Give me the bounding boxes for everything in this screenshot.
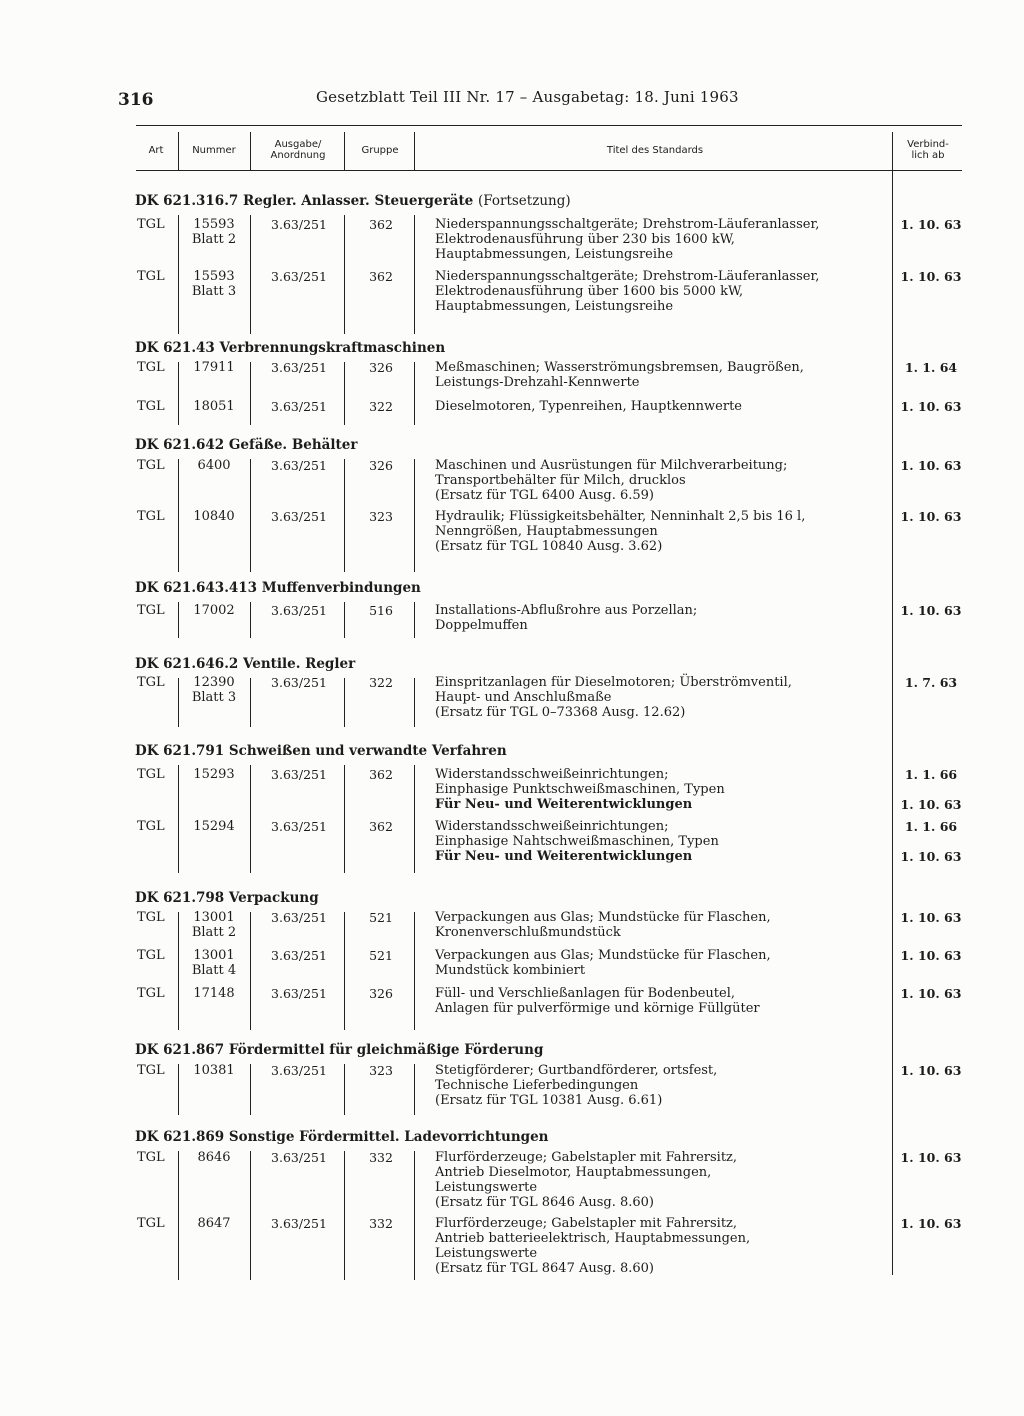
- art-cell: TGL: [137, 1216, 165, 1231]
- header-rule-top: [136, 125, 962, 126]
- col-gruppe: Gruppe: [361, 144, 399, 156]
- date-line: 1. 1. 64: [904, 360, 958, 375]
- section-heading: [135, 437, 357, 453]
- ausgabe-cell: 3.63/251: [271, 910, 327, 925]
- title-cell: [435, 603, 885, 633]
- section-heading-text: DK 621.642 Gefäße. Behälter: [135, 437, 358, 453]
- title-line: Stetigförderer; Gurtbandförderer, ortsfest,: [435, 1063, 718, 1078]
- date-line: 1. 1. 66: [904, 767, 958, 782]
- title-cell: [435, 399, 885, 414]
- title-line: Niederspannungsschaltgeräte; Drehstrom-Läuferanlasser,: [435, 269, 820, 284]
- date-cell: [896, 1150, 966, 1165]
- column-divider: [250, 765, 251, 873]
- date-cell: [896, 360, 966, 375]
- gruppe-cell: 332: [369, 1216, 393, 1231]
- section-heading-text: DK 621.869 Sonstige Fördermittel. Ladevorrichtungen: [135, 1129, 549, 1145]
- title-line: Technische Lieferbedingungen: [435, 1078, 639, 1093]
- date-cell: [896, 603, 966, 618]
- number-cell: [178, 269, 250, 299]
- ausgabe-cell: 3.63/251: [271, 767, 327, 782]
- title-line: Leistungswerte: [435, 1180, 538, 1195]
- header-rule-bottom: [136, 170, 962, 171]
- column-divider: [250, 459, 251, 572]
- title-line: Hauptabmessungen, Leistungsreihe: [435, 299, 674, 314]
- title-line: Haupt- und Anschlußmaße: [435, 690, 612, 705]
- section-heading: [135, 1129, 548, 1145]
- column-divider: [414, 678, 415, 727]
- title-line: Widerstandsschweißeinrichtungen;: [435, 819, 669, 834]
- date-cell: [896, 509, 966, 524]
- gruppe-cell: 516: [369, 603, 393, 618]
- date-line: 1. 10. 63: [900, 217, 962, 232]
- date-line: 1. 10. 63: [900, 458, 962, 473]
- title-cell: [435, 986, 885, 1016]
- title-cell: [435, 269, 885, 314]
- number-line: 15294: [193, 819, 235, 834]
- number-line: 17148: [193, 986, 235, 1001]
- number-cell: [178, 819, 250, 834]
- number-line: 15593: [193, 269, 235, 284]
- art-cell: TGL: [137, 458, 165, 473]
- title-line: Flurförderzeuge; Gabelstapler mit Fahrersitz,: [435, 1216, 738, 1231]
- title-cell: [435, 1216, 885, 1276]
- date-cell: [896, 458, 966, 473]
- section-heading-text: DK 621.643.413 Muffenverbindungen: [135, 580, 421, 596]
- section-heading: [135, 580, 421, 596]
- art-cell: TGL: [137, 269, 165, 284]
- title-cell: [435, 217, 885, 262]
- ausgabe-cell: 3.63/251: [271, 458, 327, 473]
- ausgabe-cell: 3.63/251: [271, 1150, 327, 1165]
- date-cell: [896, 399, 966, 414]
- ausgabe-cell: 3.63/251: [271, 217, 327, 232]
- gruppe-cell: 362: [369, 269, 393, 284]
- section-heading: [135, 1042, 543, 1058]
- ausgabe-cell: 3.63/251: [271, 675, 327, 690]
- title-cell: [435, 675, 885, 720]
- number-line: Blatt 2: [191, 925, 237, 940]
- date-line: 1. 10. 63: [900, 1150, 962, 1165]
- section-heading-text: DK 621.791 Schweißen und verwandte Verfahren: [135, 743, 507, 759]
- date-line: 1. 10. 63: [900, 603, 962, 618]
- title-cell: [435, 360, 885, 390]
- number-cell: [178, 509, 250, 524]
- date-line: 1. 10. 63: [900, 269, 962, 284]
- section-heading: [135, 656, 355, 672]
- number-cell: [178, 910, 250, 940]
- col-verbindlich: [894, 132, 962, 168]
- number-line: 6400: [197, 458, 231, 473]
- column-divider: [414, 459, 415, 572]
- column-divider: [414, 912, 415, 1030]
- section-heading-text: DK 621.646.2 Ventile. Regler: [135, 656, 356, 672]
- column-divider: [344, 912, 345, 1030]
- title-cell: [435, 767, 885, 812]
- date-line: 1. 10. 63: [900, 1216, 962, 1231]
- date-line: 1. 10. 63: [900, 910, 962, 925]
- title-line: Antrieb Dieselmotor, Hauptabmessungen,: [435, 1165, 712, 1180]
- art-cell: TGL: [137, 910, 165, 925]
- section-heading-text: DK 621.867 Fördermittel für gleichmäßige Förderung: [135, 1042, 544, 1058]
- gruppe-cell: 322: [369, 675, 393, 690]
- number-line: 10840: [193, 509, 235, 524]
- col-verbindlich-line2: lich ab: [911, 150, 945, 161]
- title-line: Doppelmuffen: [435, 618, 528, 633]
- section-heading: [135, 193, 571, 209]
- header-divider: [344, 132, 345, 170]
- date-cell: [896, 269, 966, 284]
- title-line: Antrieb batterieelektrisch, Hauptabmessungen,: [435, 1231, 751, 1246]
- date-cell: [896, 675, 966, 690]
- title-line: Transportbehälter für Milch, drucklos: [435, 473, 686, 488]
- art-cell: TGL: [137, 399, 165, 414]
- title-line: Leistungswerte: [435, 1246, 538, 1261]
- art-cell: TGL: [137, 948, 165, 963]
- number-line: 8646: [197, 1150, 231, 1165]
- title-cell: [435, 1150, 885, 1210]
- header-divider: [250, 132, 251, 170]
- gruppe-cell: 326: [369, 360, 393, 375]
- title-line: (Ersatz für TGL 10381 Ausg. 6.61): [435, 1093, 663, 1108]
- section-heading-text: DK 621.798 Verpackung: [135, 890, 319, 906]
- number-cell: [178, 986, 250, 1001]
- date-cell: [896, 1063, 966, 1078]
- number-cell: [178, 603, 250, 618]
- number-line: 18051: [193, 399, 235, 414]
- number-line: Blatt 2: [191, 232, 237, 247]
- ausgabe-cell: 3.63/251: [271, 360, 327, 375]
- column-divider: [414, 215, 415, 334]
- number-cell: [178, 1150, 250, 1165]
- ausgabe-cell: 3.63/251: [271, 1216, 327, 1231]
- gruppe-cell: 326: [369, 986, 393, 1001]
- ausgabe-cell: 3.63/251: [271, 399, 327, 414]
- gruppe-cell: 362: [369, 767, 393, 782]
- ausgabe-cell: 3.63/251: [271, 1063, 327, 1078]
- gruppe-cell: 323: [369, 1063, 393, 1078]
- page-number: 316: [118, 90, 154, 110]
- art-cell: TGL: [137, 603, 165, 618]
- number-line: 12390: [193, 675, 235, 690]
- date-cell: [896, 1216, 966, 1231]
- title-line: Einphasige Nahtschweißmaschinen, Typen: [435, 834, 719, 849]
- column-divider: [414, 1064, 415, 1115]
- number-line: 17911: [193, 360, 235, 375]
- gruppe-cell: 332: [369, 1150, 393, 1165]
- title-line: (Ersatz für TGL 8647 Ausg. 8.60): [435, 1261, 655, 1276]
- date-line: 1. 10. 63: [900, 509, 962, 524]
- col-ausgabe: [252, 132, 344, 168]
- title-cell: [435, 1063, 885, 1108]
- title-line: Einspritzanlagen für Dieselmotoren; Überströmventil,: [435, 675, 792, 690]
- date-cell: [896, 986, 966, 1001]
- section-heading: [135, 340, 445, 356]
- column-divider: [250, 678, 251, 727]
- column-divider: [250, 1064, 251, 1115]
- date-line: 1. 1. 66: [904, 819, 958, 834]
- ausgabe-cell: 3.63/251: [271, 819, 327, 834]
- gruppe-cell: 521: [369, 948, 393, 963]
- title-line: Füll- und Verschließanlagen für Bodenbeutel,: [435, 986, 735, 1001]
- column-divider: [250, 362, 251, 425]
- date-line: 1. 10. 63: [900, 849, 962, 864]
- number-cell: [178, 360, 250, 375]
- number-cell: [178, 399, 250, 414]
- title-line: Hydraulik; Flüssigkeitsbehälter, Nenninhalt 2,5 bis 16 l,: [435, 509, 806, 524]
- col-nummer: Nummer: [192, 144, 236, 156]
- title-cell: [435, 948, 885, 978]
- title-cell: [435, 458, 885, 503]
- column-divider: [414, 1151, 415, 1280]
- section-heading-text: DK 621.316.7 Regler. Anlasser. Steuergeräte: [135, 193, 474, 209]
- art-cell: TGL: [137, 360, 165, 375]
- art-cell: TGL: [137, 1063, 165, 1078]
- number-line: Blatt 4: [191, 963, 237, 978]
- title-line: Dieselmotoren, Typenreihen, Hauptkennwerte: [435, 399, 742, 414]
- column-divider: [250, 1151, 251, 1280]
- date-cell: [896, 948, 966, 963]
- gruppe-cell: 362: [369, 217, 393, 232]
- art-cell: TGL: [137, 1150, 165, 1165]
- number-line: 13001: [193, 910, 235, 925]
- title-cell: [435, 910, 885, 940]
- title-line: (Ersatz für TGL 6400 Ausg. 6.59): [435, 488, 655, 503]
- number-cell: [178, 217, 250, 247]
- number-line: 17002: [193, 603, 235, 618]
- ausgabe-cell: 3.63/251: [271, 509, 327, 524]
- title-line: Elektrodenausführung über 1600 bis 5000 kW,: [435, 284, 744, 299]
- art-cell: TGL: [137, 509, 165, 524]
- ausgabe-cell: 3.63/251: [271, 986, 327, 1001]
- col-ausgabe-line1: Ausgabe/: [274, 139, 322, 150]
- column-divider: [250, 602, 251, 638]
- date-line: 1. 10. 63: [900, 986, 962, 1001]
- title-line: Verpackungen aus Glas; Mundstücke für Flaschen,: [435, 910, 771, 925]
- number-line: Blatt 3: [191, 690, 237, 705]
- number-cell: [178, 458, 250, 473]
- title-line: Niederspannungsschaltgeräte; Drehstrom-Läuferanlasser,: [435, 217, 820, 232]
- column-divider: [414, 765, 415, 873]
- date-cell: [896, 217, 966, 232]
- title-line: Verpackungen aus Glas; Mundstücke für Flaschen,: [435, 948, 771, 963]
- ausgabe-cell: 3.63/251: [271, 269, 327, 284]
- col-verbindlich-line1: Verbind-: [907, 139, 949, 150]
- date-column-divider: [892, 170, 893, 1275]
- date-line: 1. 10. 63: [900, 399, 962, 414]
- art-cell: TGL: [137, 819, 165, 834]
- section-heading-note: (Fortsetzung): [477, 193, 571, 209]
- header-divider: [414, 132, 415, 170]
- date-line: 1. 10. 63: [900, 948, 962, 963]
- title-line: Einphasige Punktschweißmaschinen, Typen: [435, 782, 725, 797]
- ausgabe-cell: 3.63/251: [271, 603, 327, 618]
- date-cell: [896, 819, 966, 864]
- title-line: Kronenverschlußmundstück: [435, 925, 621, 940]
- title-line: Meßmaschinen; Wasserströmungsbremsen, Baugrößen,: [435, 360, 804, 375]
- ausgabe-cell: 3.63/251: [271, 948, 327, 963]
- column-divider: [414, 362, 415, 425]
- number-cell: [178, 1063, 250, 1078]
- title-line: Elektrodenausführung über 230 bis 1600 kW,: [435, 232, 735, 247]
- title-line: Installations-Abflußrohre aus Porzellan;: [435, 603, 698, 618]
- date-cell: [896, 767, 966, 812]
- number-line: 13001: [193, 948, 235, 963]
- title-line: (Ersatz für TGL 8646 Ausg. 8.60): [435, 1195, 655, 1210]
- art-cell: TGL: [137, 675, 165, 690]
- col-ausgabe-line2: Anordnung: [270, 150, 326, 161]
- art-cell: TGL: [137, 217, 165, 232]
- number-cell: [178, 675, 250, 705]
- title-line: Hauptabmessungen, Leistungsreihe: [435, 247, 674, 262]
- gruppe-cell: 326: [369, 458, 393, 473]
- column-divider: [250, 912, 251, 1030]
- gruppe-cell: 521: [369, 910, 393, 925]
- col-titel: Titel des Standards: [606, 144, 704, 156]
- title-cell: [435, 509, 885, 554]
- number-line: 15293: [193, 767, 235, 782]
- header-divider: [178, 132, 179, 170]
- date-cell: [896, 910, 966, 925]
- title-line: Leistungs-Drehzahl-Kennwerte: [435, 375, 640, 390]
- title-line: Für Neu- und Weiterentwicklungen: [435, 797, 693, 812]
- section-heading: [135, 743, 507, 759]
- date-line: 1. 7. 63: [904, 675, 958, 690]
- title-line: Für Neu- und Weiterentwicklungen: [435, 849, 693, 864]
- header-divider: [892, 132, 893, 170]
- number-line: 8647: [197, 1216, 231, 1231]
- number-line: 15593: [193, 217, 235, 232]
- number-cell: [178, 948, 250, 978]
- title-line: (Ersatz für TGL 0–73368 Ausg. 12.62): [435, 705, 686, 720]
- title-line: Widerstandsschweißeinrichtungen;: [435, 767, 669, 782]
- number-line: Blatt 3: [191, 284, 237, 299]
- art-cell: TGL: [137, 767, 165, 782]
- title-line: Flurförderzeuge; Gabelstapler mit Fahrersitz,: [435, 1150, 738, 1165]
- art-cell: TGL: [137, 986, 165, 1001]
- section-heading: [135, 890, 319, 906]
- gruppe-cell: 322: [369, 399, 393, 414]
- title-line: Maschinen und Ausrüstungen für Milchverarbeitung;: [435, 458, 788, 473]
- number-line: 10381: [193, 1063, 235, 1078]
- number-cell: [178, 767, 250, 782]
- column-divider: [414, 602, 415, 638]
- col-art: Art: [148, 144, 164, 156]
- date-line: 1. 10. 63: [900, 797, 962, 812]
- column-divider: [250, 215, 251, 334]
- page-header-title: Gesetzblatt Teil III Nr. 17 – Ausgabetag: 18. Juni 1963: [316, 88, 739, 106]
- section-heading-text: DK 621.43 Verbrennungskraftmaschinen: [135, 340, 446, 356]
- gruppe-cell: 323: [369, 509, 393, 524]
- title-line: (Ersatz für TGL 10840 Ausg. 3.62): [435, 539, 663, 554]
- title-line: Anlagen für pulverförmige und körnige Füllgüter: [435, 1001, 760, 1016]
- gruppe-cell: 362: [369, 819, 393, 834]
- number-cell: [178, 1216, 250, 1231]
- title-line: Mundstück kombiniert: [435, 963, 586, 978]
- date-line: 1. 10. 63: [900, 1063, 962, 1078]
- title-line: Nenngrößen, Hauptabmessungen: [435, 524, 658, 539]
- title-cell: [435, 819, 885, 864]
